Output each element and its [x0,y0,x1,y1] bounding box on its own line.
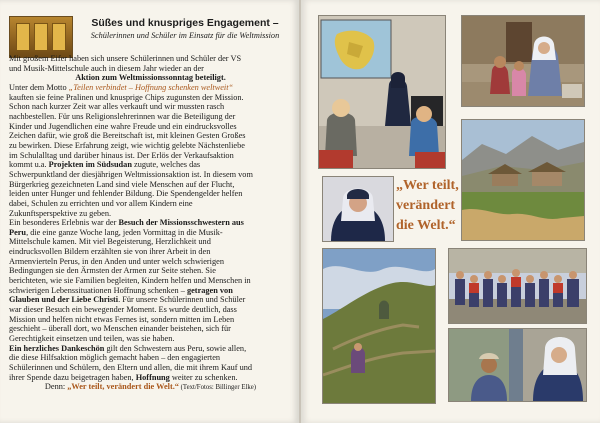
body-line: war dieser Besuch ein bewegender Moment. Es wurde deutlich, dass [9,305,237,315]
slogan-line: verändert [396,198,456,213]
body-line: Bedingungen sie den Ärmsten der Armen zur Seite stehen. Sie [9,266,216,276]
chocolate-products-photo [9,16,73,58]
body-line: die diese Hilfsaktion möglich gemacht haben – den engagierten [9,353,221,363]
slogan [396,176,464,236]
body-line: Ein besonderes Erlebnis war der Besuch der Missionsschwestern aus [9,218,244,228]
body-line: Glauben und der Liebe Christi. Für unsere Schülerinnen und Schüler [9,295,246,305]
mountain-village-photo [461,119,585,241]
body-line: Mission und helfen nicht etwas Fernes ist, sondern mitten im Leben [9,314,235,324]
motto-text: „Teilen verbindet – Hoffnung schenken weltweit“ [68,82,234,92]
slogan-line: „Wer teilt, [396,178,459,193]
body-line: Mittelschule kamen. Mit viel Begeisterung, Herzlichkeit und [9,237,211,247]
body-line: dabei, Schulen zu errichten und vor allem Kindern eine [9,198,193,208]
body-line: kauften sie feine Pralinen und knusprige Chips zugunsten der Mission. [9,92,244,102]
body-line: Gerechtigkeit einsetzen und teilen, was sie haben. [9,334,175,344]
body-line: Schwerpunktland der diesjährigen Weltmissionsaktion ist. In diesem vom [9,169,253,179]
body-line: Armenvierteln Perus, in den Anden und unter welch schwierigen [9,256,224,266]
left-page [0,0,299,423]
body-line: Zukunftsperspektive zu geben. [9,208,112,218]
body-line: Unter dem Motto „Teilen verbindet – Hoffnung schenken weltweit“ [9,82,234,92]
body-line: ihrer Spende dazu beigetragen haben, Hoffnung weiter zu schenken. [9,372,238,382]
article-body [9,54,292,393]
closing-line: Denn: „Wer teilt, verändert die Welt.“ (Text/Fotos: Billinger Elke) [44,382,257,392]
body-line: nachbestellen. Für uns Religionslehrerinnen war die Beteiligung der [9,111,236,121]
body-line: Bürgerkrieg gezeichneten Land sind viele Menschen auf der Flucht, [9,179,235,189]
body-line: Aktion zum Weltmissionssonntag beteiligt. [75,73,226,83]
body-line: Ein herzliches Dankeschön gilt den Schwestern aus Peru, sowie allen, [9,343,247,353]
nun-with-elder-photo [448,328,587,402]
article-title: Süßes und knuspriges Engagement – [91,17,279,29]
body-line: kommt u.a. Projekten im Südsudan zugute, welches das [9,160,201,170]
body-line: und Musik-Mittelschule auch in diesem Jahr wieder an der [9,63,204,73]
children-group-photo [448,248,587,324]
photo-credit: (Text/Fotos: Billinger Elke) [178,384,257,392]
body-line: eindrucksvollen Bildern erzählten sie von ihrer Arbeit in den [9,247,211,257]
body-line: berichteten, wie sie Familien begleiten, Kindern helfen und Menschen in [9,276,251,286]
body-line: Kinder und Jugendlichen eine wahre Freude und ein eindrucksvolles [9,121,237,131]
hillside-terraces-photo [322,248,436,404]
slogan-line: die Welt.“ [396,218,456,233]
article-subtitle: Schülerinnen und Schüler im Einsatz für die Weltmission [90,31,280,40]
nun-with-villagers-photo [461,15,585,107]
classroom-map-photo [318,15,446,169]
body-line: Zeichen dafür, wie groß die Bereitschaft ist, mit kleinen Gesten Großes [9,131,246,141]
body-line: Schon nach kurzer Zeit war alles verkauft und wir mussten rasch [9,102,225,112]
body-line: schwierigen Lebenssituationen Hoffnung schenken – getragen von [9,285,233,295]
body-line: im Schulalltag und darüber hinaus ist. Der Erlös der Verkaufsaktion [9,150,234,160]
body-line: leiden unter Hunger und fehlender Bildung. Die Spendengelder helfen [9,189,243,199]
body-line: Schülerinnen und Schülern, den Eltern und allen, die mit ihrem Kauf und [9,363,253,372]
body-line: geschieht – überall dort, wo Menschen einander beistehen, sich für [9,324,231,334]
body-line: Mit großem Eifer haben sich unsere Schülerinnen und Schüler der VS [9,54,242,63]
body-line: zu bewirken. Diese Erfahrung zeigt, wie wichtig gelebte Nächstenliebe [9,140,245,150]
body-line: Peru, die eine ganze Woche lang, jeden Vormittag in die Musik- [9,227,223,237]
nun-portrait-photo [322,176,394,242]
